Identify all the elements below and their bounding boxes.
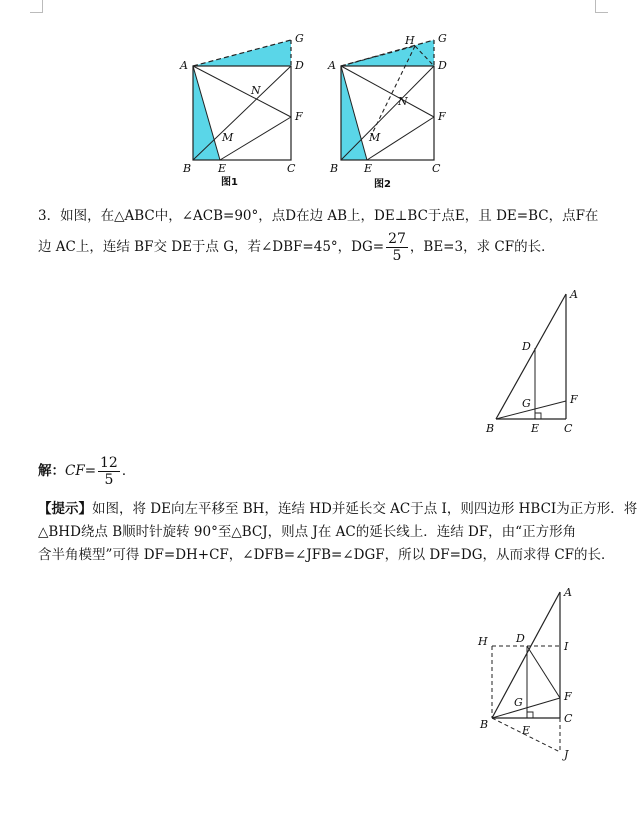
hint-line-1-text: 如图，将 DE向左平移至 BH，连结 HD并延长交 AC于点 I，则四边形 HBCI为正方形．将 bbox=[92, 501, 638, 517]
fig1-label-e: E bbox=[218, 162, 227, 175]
fig4-label-d: D bbox=[516, 632, 525, 645]
fig1-label-b: B bbox=[183, 162, 192, 175]
fig2-label-b: B bbox=[330, 162, 339, 175]
fig2-label-c: C bbox=[432, 162, 441, 175]
solution-cf-label: CF= bbox=[65, 463, 97, 479]
problem-3-line-2-text: 边 AC上，连结 BF交 DE于点 G，若∠DBF=45°，DG= bbox=[38, 239, 385, 255]
hint-line-3: 含半角模型”可得 DF=DH+CF，∠DFB=∠JFB=∠DGF，所以 DF=DG，从而求得 CF的长． bbox=[38, 547, 615, 563]
fig4-label-g: G bbox=[514, 696, 523, 709]
fig2-caption: 图2 bbox=[374, 179, 391, 190]
fig4-label-c: C bbox=[564, 712, 573, 725]
fig4-right-angle-mark bbox=[527, 712, 533, 718]
fig2-line-bd bbox=[341, 66, 434, 160]
fig1-line-af bbox=[193, 66, 291, 117]
fig3-line-bf bbox=[496, 401, 566, 419]
fig1-label-g: G bbox=[295, 32, 304, 45]
figure-3 bbox=[0, 280, 638, 460]
fig1-label-c: C bbox=[287, 162, 296, 175]
fig4-line-ba bbox=[492, 592, 560, 718]
fig3-label-f: F bbox=[570, 393, 578, 406]
fig1-label-m: M bbox=[222, 131, 234, 144]
fig2-label-m: M bbox=[369, 131, 381, 144]
fig3-label-d: D bbox=[522, 340, 531, 353]
hint-line-1 bbox=[38, 499, 638, 519]
dg-fraction bbox=[386, 231, 408, 264]
fig2-label-f: F bbox=[438, 110, 446, 123]
fig3-label-g: G bbox=[522, 397, 531, 410]
fig4-label-a: A bbox=[564, 586, 572, 599]
fig2-line-af bbox=[341, 66, 434, 117]
figure-1 bbox=[179, 32, 304, 188]
fig4-label-b: B bbox=[480, 718, 489, 731]
fig1-label-f: F bbox=[295, 110, 303, 123]
cf-fraction-numerator: 12 bbox=[100, 455, 118, 471]
fig3-line-ba bbox=[496, 294, 566, 419]
fig1-label-d: D bbox=[295, 59, 304, 72]
top-figures bbox=[0, 0, 638, 200]
fig3-label-a: A bbox=[570, 288, 578, 301]
fig4-label-j: J bbox=[564, 748, 569, 761]
fig1-caption: 图1 bbox=[221, 177, 238, 188]
fig3-label-c: C bbox=[564, 422, 573, 435]
fig1-line-bd bbox=[193, 66, 291, 160]
dg-fraction-denominator: 5 bbox=[392, 248, 402, 264]
fig2-label-n: N bbox=[398, 95, 408, 108]
fig3-label-e: E bbox=[531, 422, 540, 435]
fig2-label-g: G bbox=[438, 32, 447, 45]
fig2-label-h: H bbox=[405, 34, 415, 47]
fig1-label-n: N bbox=[251, 84, 261, 97]
hint-tag: 【提示】 bbox=[38, 501, 92, 517]
fig2-label-e: E bbox=[364, 162, 373, 175]
fig4-label-h: H bbox=[478, 635, 488, 648]
hint-line-2: △BHD绕点 B顺时针旋转 90°至△BCJ，则点 J在 AC的延长线上．连结 DF，由“正方形角 bbox=[38, 524, 577, 540]
fig4-label-i: I bbox=[564, 640, 569, 653]
solution-line bbox=[38, 455, 608, 488]
solution-prefix: 解： bbox=[38, 463, 65, 479]
figure-4 bbox=[0, 580, 638, 780]
problem-3-line-2-end: ，BE=3，求 CF的长． bbox=[409, 239, 555, 255]
fig3-label-b: B bbox=[486, 422, 495, 435]
problem-3-line-2 bbox=[38, 231, 608, 264]
problem-3-line-1: 3．如图，在△ABC中，∠ACB=90°，点D在边 AB上，DE⊥BC于点E，且 DE=BC，点F在 bbox=[38, 208, 599, 224]
solution-end: ． bbox=[121, 463, 136, 479]
cf-fraction-denominator: 5 bbox=[104, 472, 114, 488]
fig2-label-a: A bbox=[328, 59, 336, 72]
dg-fraction-numerator: 27 bbox=[388, 231, 406, 247]
fig4-line-bf bbox=[492, 698, 560, 718]
fig4-label-e: E bbox=[522, 724, 531, 737]
fig1-label-a: A bbox=[180, 59, 188, 72]
figure-2 bbox=[327, 32, 447, 190]
cf-fraction bbox=[98, 455, 120, 488]
fig4-label-f: F bbox=[564, 690, 572, 703]
fig3-right-angle-mark bbox=[535, 413, 541, 419]
fig4-line-df bbox=[527, 646, 560, 698]
fig2-label-d: D bbox=[438, 59, 447, 72]
